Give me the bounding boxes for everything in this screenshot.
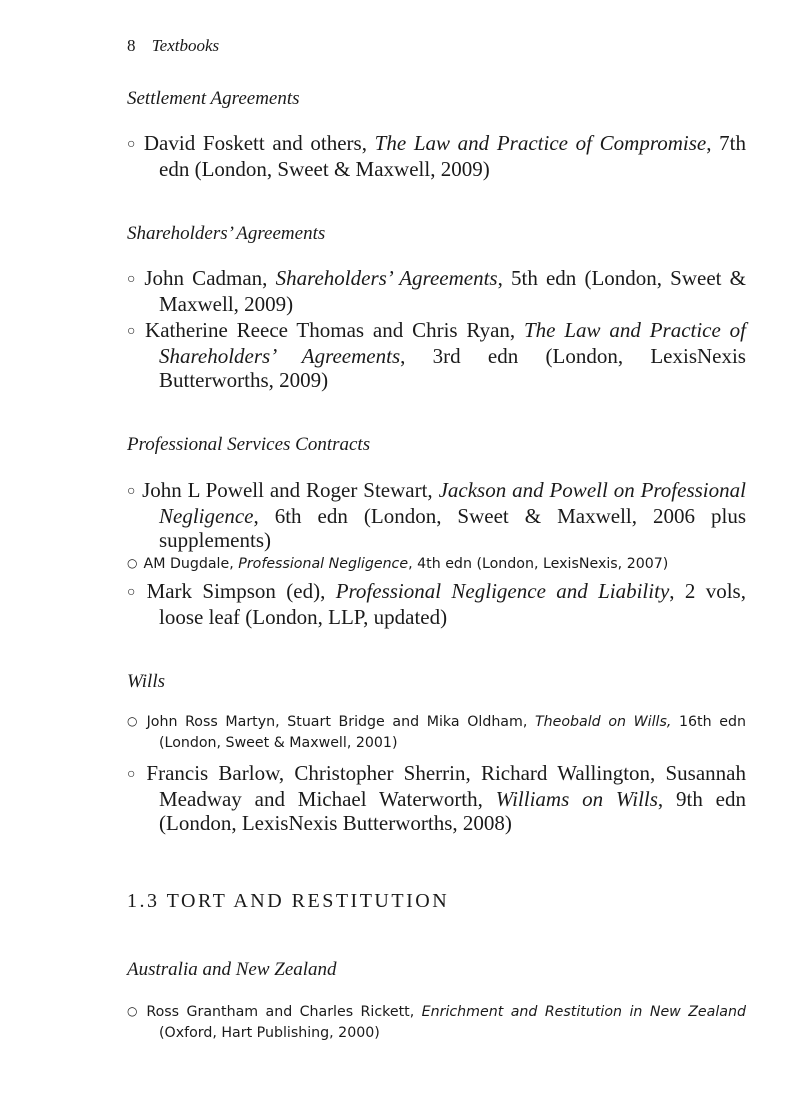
bibliography-entry bbox=[127, 1001, 746, 1044]
entry-authors: John L Powell and Roger Stewart, bbox=[142, 478, 439, 502]
bullet-circle-icon: ○ bbox=[127, 484, 137, 499]
entry-title: Williams on Wills bbox=[495, 787, 658, 811]
entry-authors: Ross Grantham and Charles Rickett, bbox=[146, 1004, 422, 1020]
section-heading-australia-new-zealand: Australia and New Zealand bbox=[127, 959, 337, 980]
section-heading-shareholders-agreements: Shareholders’ Agreements bbox=[127, 223, 326, 244]
running-title: Textbooks bbox=[151, 36, 220, 55]
entry-title: The Law and Practice of Compromise bbox=[374, 131, 707, 155]
bullet-circle-icon: ○ bbox=[127, 1004, 141, 1018]
running-head bbox=[127, 36, 219, 56]
entry-title: Shareholders’ Agreements bbox=[275, 266, 498, 290]
entry-authors: John Cadman, bbox=[144, 266, 276, 290]
bibliography-entry bbox=[127, 553, 746, 575]
entry-title: The Law and Practice of Shareholders’ Agreements bbox=[159, 318, 746, 368]
entry-details: , 2 vols, loose leaf (London, LLP, updated) bbox=[159, 579, 746, 629]
section-heading-wills: Wills bbox=[127, 671, 166, 692]
entry-authors: John Ross Martyn, Stuart Bridge and Mika Oldham, bbox=[146, 714, 535, 730]
chapter-heading bbox=[127, 890, 449, 913]
bullet-circle-icon: ○ bbox=[127, 556, 138, 570]
bullet-circle-icon: ○ bbox=[127, 767, 141, 782]
entry-authors: Katherine Reece Thomas and Chris Ryan, bbox=[145, 318, 524, 342]
entry-title: Professional Negligence bbox=[238, 556, 409, 572]
bibliography-entry bbox=[127, 318, 746, 392]
entry-authors: Francis Barlow, Christopher Sherrin, Richard Wallington, Susannah Meadway and Michael Waterworth, bbox=[146, 761, 746, 811]
chapter-number: 1.3 bbox=[127, 890, 160, 912]
entry-details: , 4th edn (London, LexisNexis, 2007) bbox=[408, 556, 669, 572]
bullet-circle-icon: ○ bbox=[127, 137, 138, 152]
entry-details: 16th edn (London, Sweet & Maxwell, 2001) bbox=[159, 714, 746, 751]
entry-details: (Oxford, Hart Publishing, 2000) bbox=[159, 1025, 380, 1041]
bibliography-entry bbox=[127, 761, 746, 835]
bullet-circle-icon: ○ bbox=[127, 324, 140, 339]
chapter-title: TORT AND RESTITUTION bbox=[166, 890, 450, 912]
bibliography-entry bbox=[127, 131, 746, 181]
entry-title: Enrichment and Restitution in New Zealand bbox=[421, 1004, 746, 1020]
bibliography-entry bbox=[127, 266, 746, 316]
entry-details: , 5th edn (London, Sweet & Maxwell, 2009) bbox=[159, 266, 746, 316]
bullet-circle-icon: ○ bbox=[127, 585, 141, 600]
entry-authors: David Foskett and others, bbox=[143, 131, 375, 155]
section-heading-professional-services-contracts: Professional Services Contracts bbox=[127, 434, 371, 455]
entry-title: Jackson and Powell on Professional Negligence bbox=[159, 478, 746, 528]
entry-details: , 7th edn (London, Sweet & Maxwell, 2009) bbox=[159, 131, 746, 181]
entry-details: , 3rd edn (London, LexisNexis Butterworths, 2009) bbox=[159, 344, 746, 392]
entry-title: Theobald on Wills, bbox=[534, 714, 672, 730]
bullet-circle-icon: ○ bbox=[127, 272, 139, 287]
entry-details: , 6th edn (London, Sweet & Maxwell, 2006 plus supplements) bbox=[159, 504, 746, 552]
bullet-circle-icon: ○ bbox=[127, 714, 141, 728]
entry-details: , 9th edn (London, LexisNexis Butterworths, 2008) bbox=[159, 787, 746, 835]
entry-authors: AM Dugdale, bbox=[143, 556, 239, 572]
bibliography-entry bbox=[127, 579, 746, 629]
entry-title: Professional Negligence and Liability bbox=[335, 579, 670, 603]
page-number: 8 bbox=[127, 36, 136, 55]
section-heading-settlement-agreements: Settlement Agreements bbox=[127, 88, 300, 109]
bibliography-entry bbox=[127, 478, 746, 552]
bibliography-entry bbox=[127, 711, 746, 754]
entry-authors: Mark Simpson (ed), bbox=[146, 579, 336, 603]
